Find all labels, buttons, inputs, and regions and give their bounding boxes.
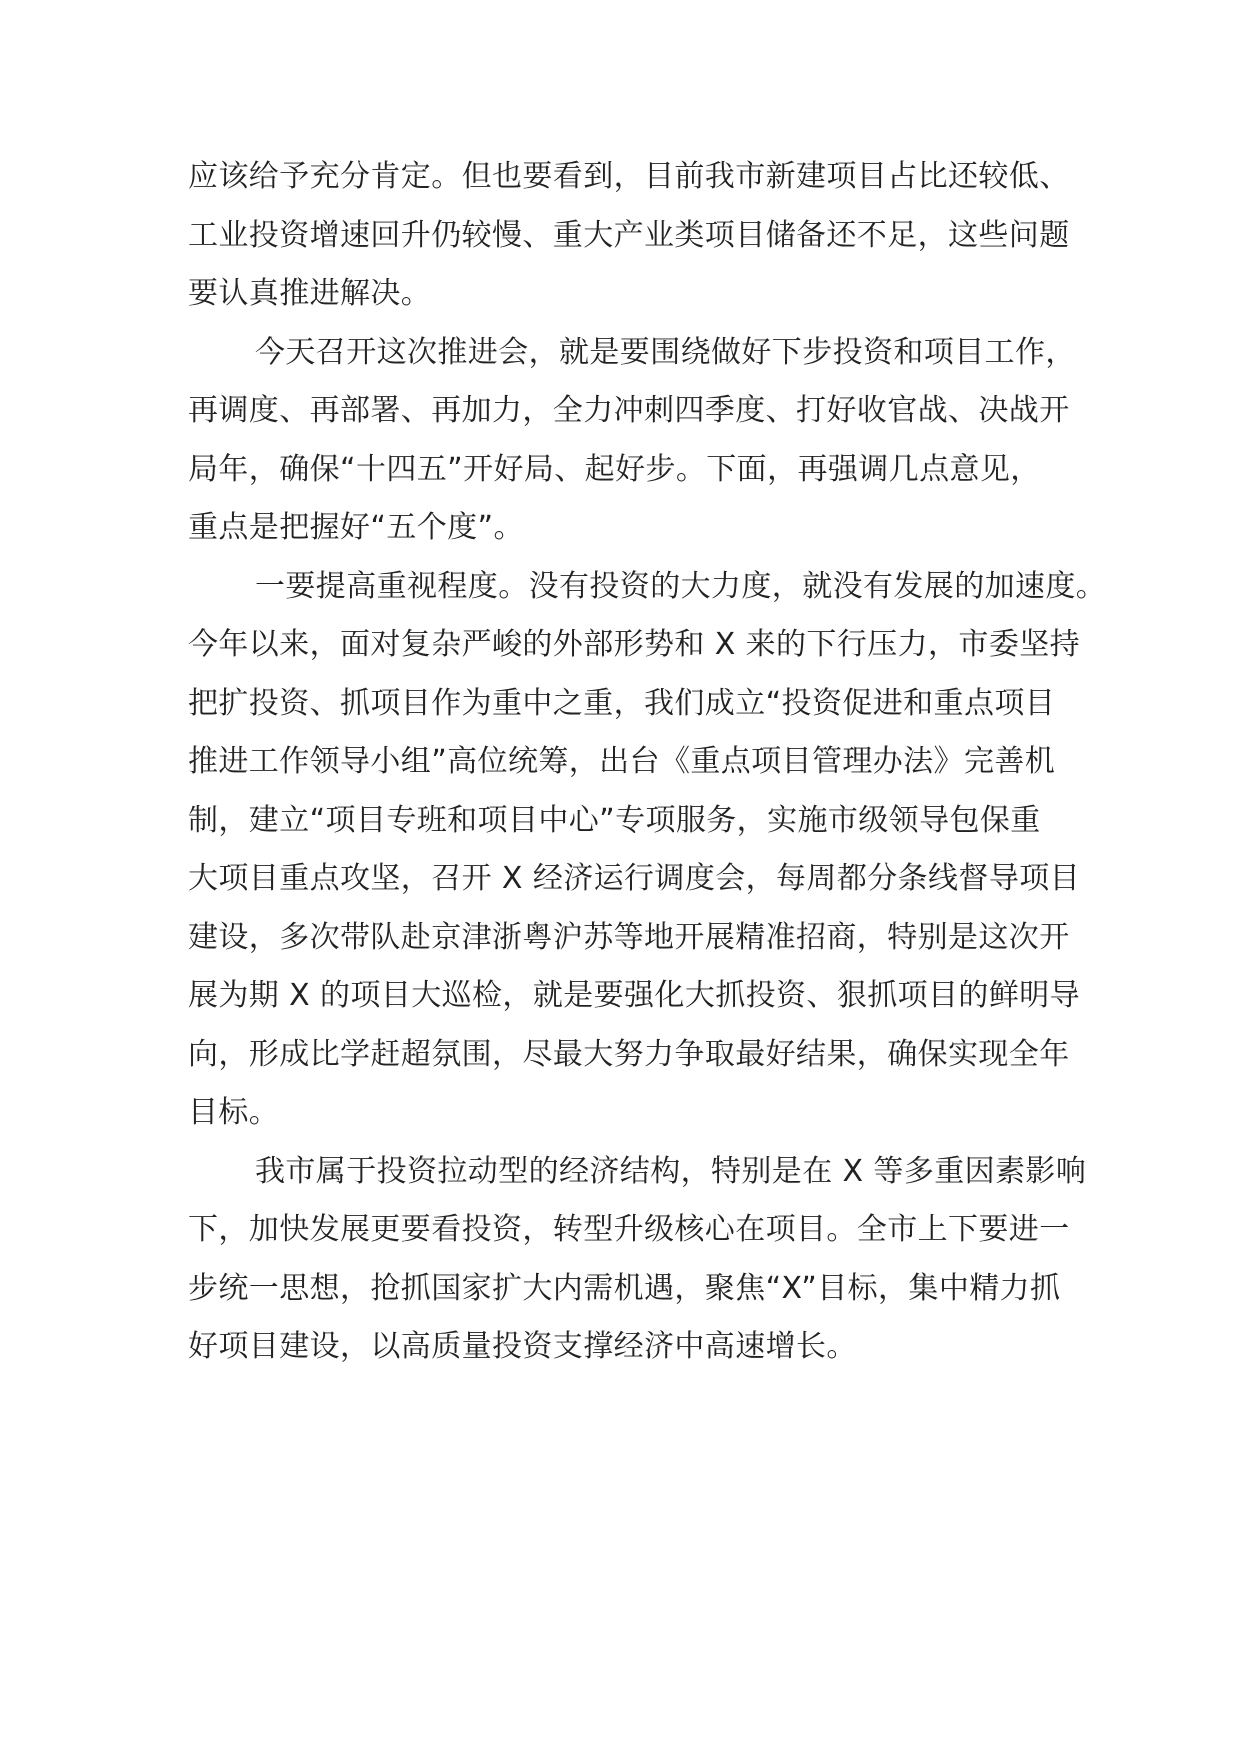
text-line: 今年以来，面对复杂严峻的外部形势和 X 来的下行压力，市委坚持 <box>188 627 1081 662</box>
text-line: 建设，多次带队赴京津浙粤沪苏等地开展精准招商，特别是这次开 <box>188 920 1070 955</box>
text-line: 大项目重点攻坚，召开 X 经济运行调度会，每周都分条线督导项目 <box>188 861 1081 896</box>
text-line: 步统一思想，抢抓国家扩大内需机遇，聚焦“X”目标，集中精力抓 <box>188 1271 1061 1306</box>
paragraph-first-line: 一要提高重视程度。没有投资的大力度，就没有发展的加速度。 <box>255 569 1107 604</box>
text-line: 局年，确保“十四五”开好局、起好步。下面，再强调几点意见， <box>188 452 1041 487</box>
text-line: 展为期 X 的项目大巡检，就是要强化大抓投资、狠抓项目的鲜明导 <box>188 978 1081 1013</box>
text-line: 目标。 <box>188 1095 280 1130</box>
text-line: 制，建立“项目专班和项目中心”专项服务，实施市级领导包保重 <box>188 803 1041 838</box>
paragraph-first-line: 我市属于投资拉动型的经济结构，特别是在 X 等多重因素影响 <box>255 1154 1087 1189</box>
text-line: 下，加快发展更要看投资，转型升级核心在项目。全市上下要进一 <box>188 1212 1070 1247</box>
paragraph-first-line: 今天召开这次推进会，就是要围绕做好下步投资和项目工作， <box>255 335 1076 370</box>
text-line: 好项目建设，以高质量投资支撑经济中高速增长。 <box>188 1329 857 1364</box>
text-line: 工业投资增速回升仍较慢、重大产业类项目储备还不足，这些问题 <box>188 218 1070 253</box>
text-line: 向，形成比学赶超氛围，尽最大努力争取最好结果，确保实现全年 <box>188 1037 1070 1072</box>
text-line: 再调度、再部署、再加力，全力冲刺四季度、打好收官战、决战开 <box>188 393 1070 428</box>
text-line: 推进工作领导小组”高位统筹，出台《重点项目管理办法》完善机 <box>188 744 1056 779</box>
text-line: 把扩投资、抓项目作为重中之重，我们成立“投资促进和重点项目 <box>188 686 1056 721</box>
text-line: 应该给予充分肯定。但也要看到，目前我市新建项目占比还较低、 <box>188 159 1070 194</box>
text-line: 要认真推进解决。 <box>188 276 432 311</box>
text-line: 重点是把握好“五个度”。 <box>188 510 524 545</box>
